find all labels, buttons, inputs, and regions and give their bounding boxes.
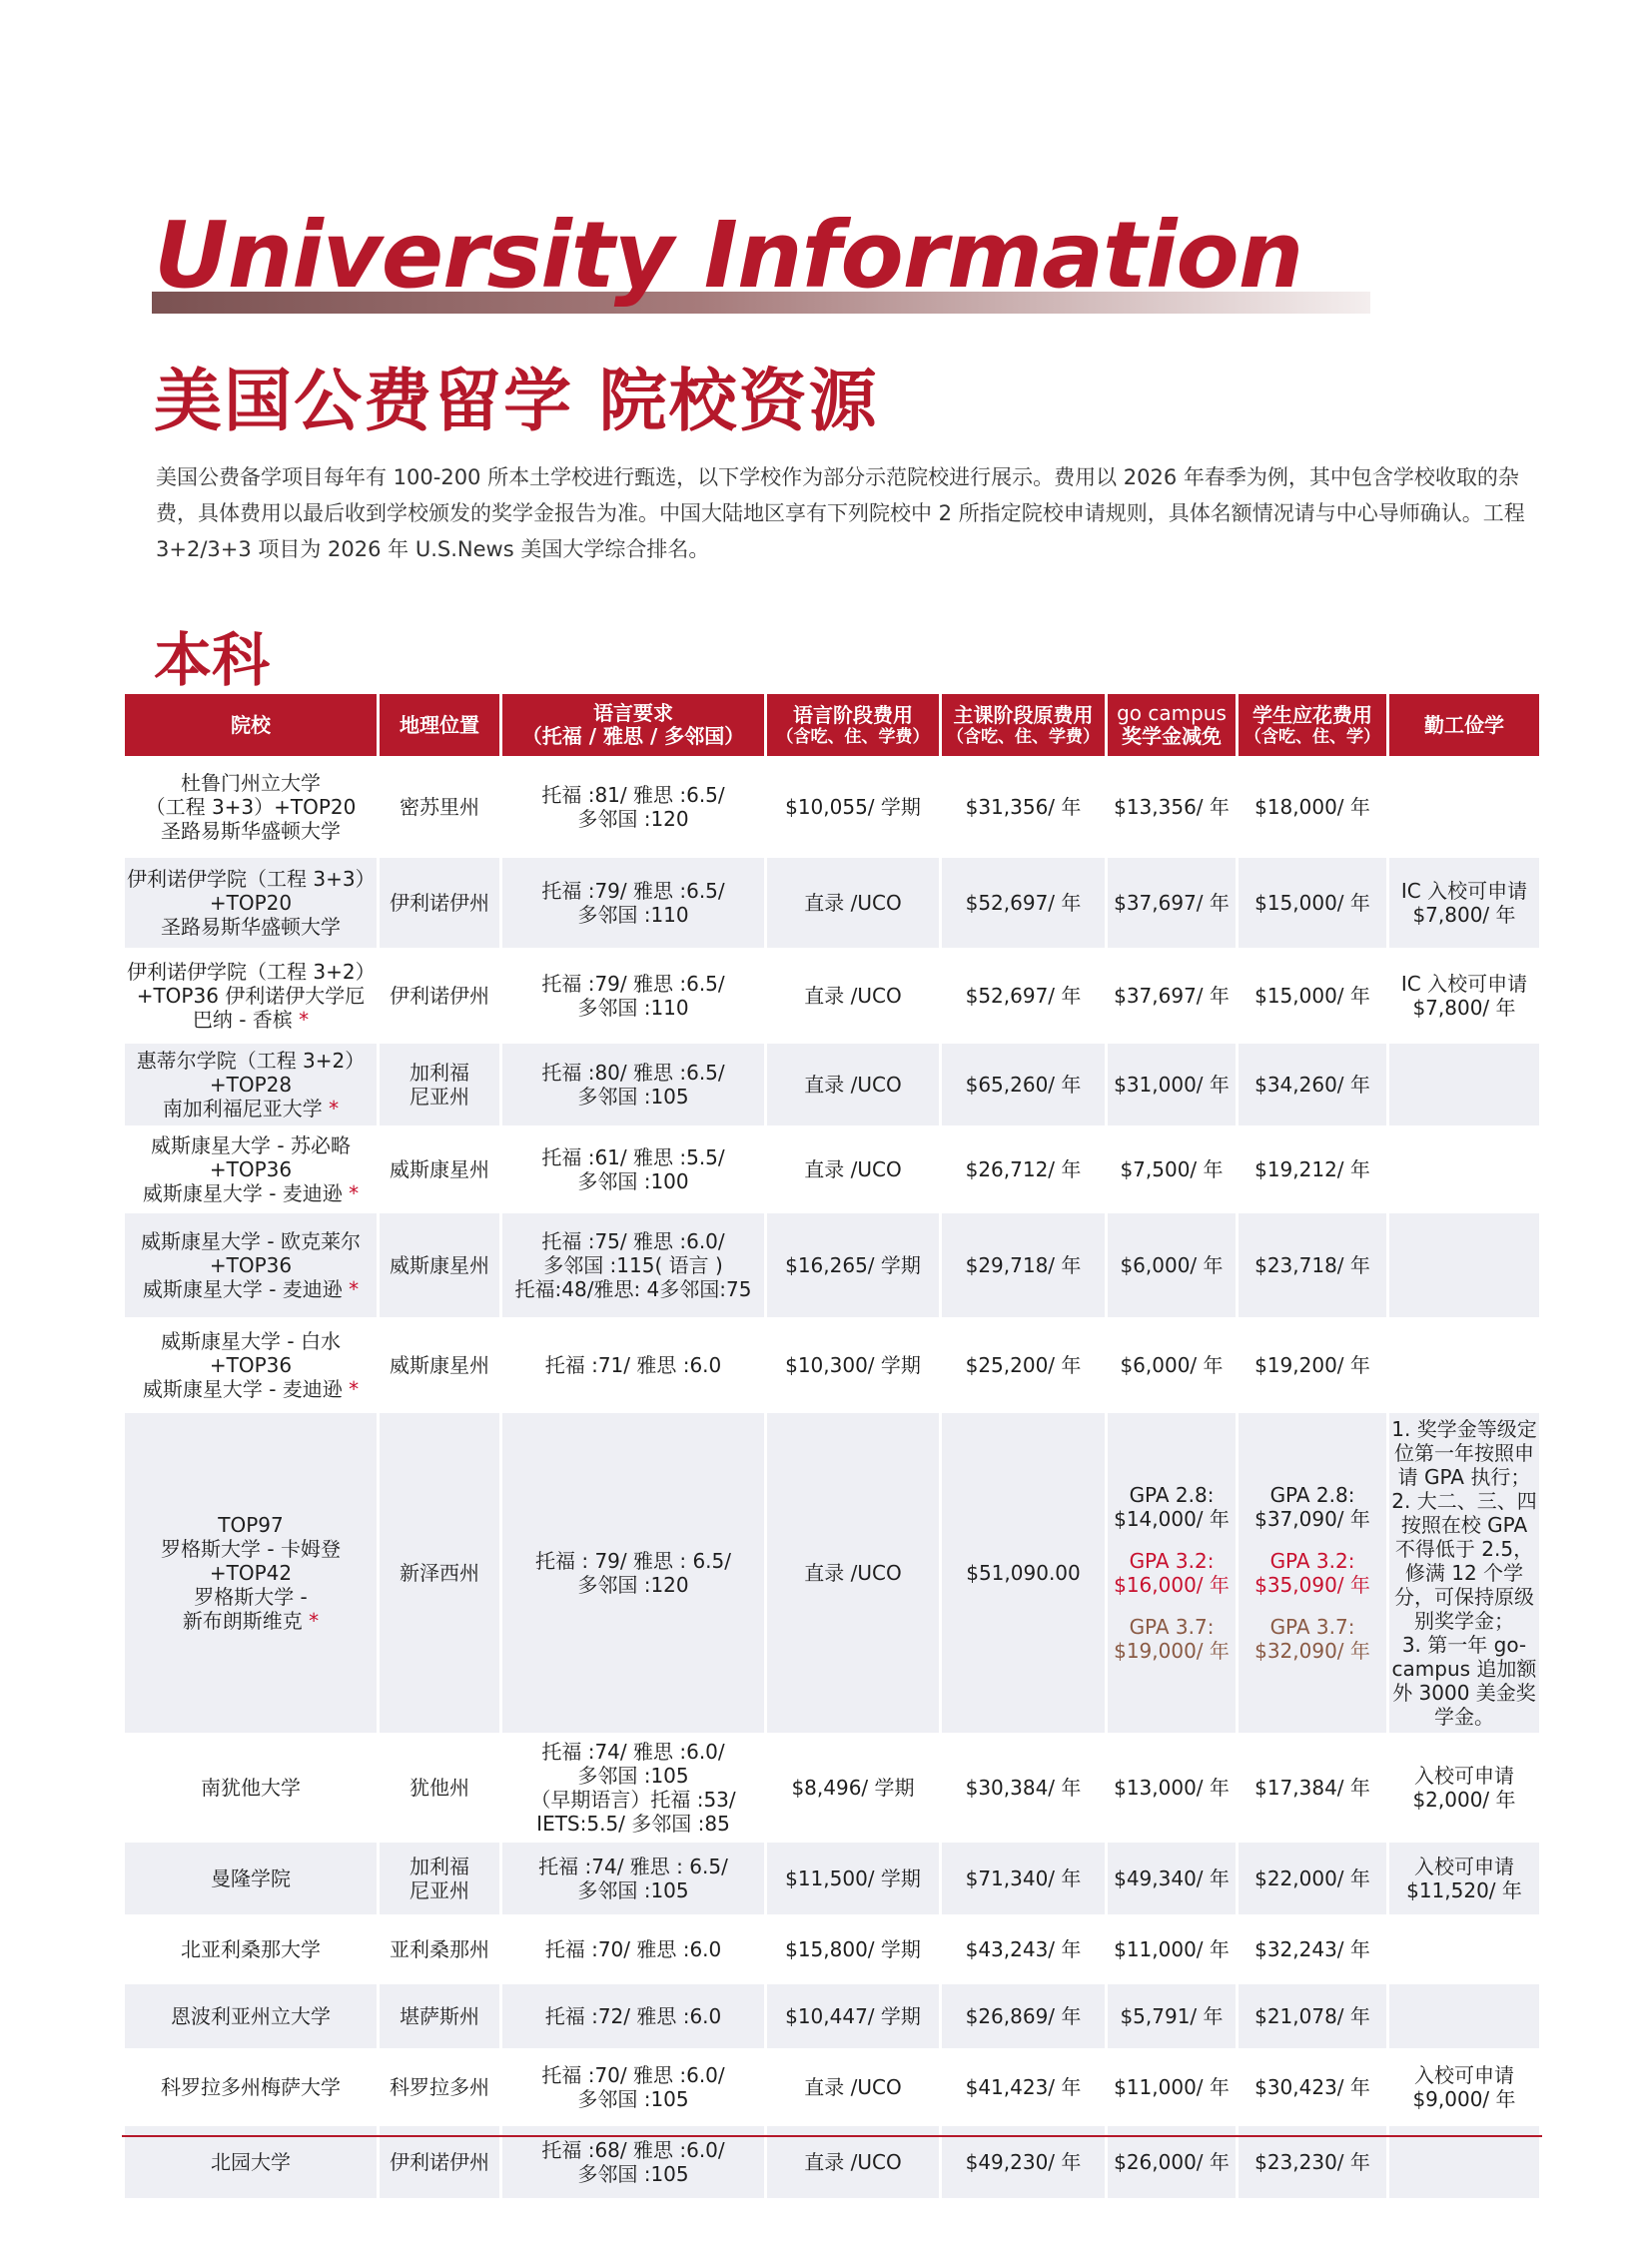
- cell-language-requirement: [502, 1320, 764, 1410]
- header-main-fee: 主课阶段原费用 （含吃、住、学费）: [942, 694, 1105, 756]
- school-name-line: 罗格斯大学 -: [194, 1585, 308, 1609]
- cell-location: [380, 1320, 499, 1410]
- cell-location: [380, 1128, 499, 1210]
- location-line: 伊利诺伊州: [390, 891, 489, 915]
- location-line: 犹他州: [410, 1776, 469, 1800]
- cell-main-fee: $31,356/ 年: [942, 759, 1105, 855]
- cell-language-fee: $10,055/ 学期: [767, 759, 939, 855]
- table-body: [125, 759, 1539, 2198]
- cell-scholarship: $31,000/ 年: [1108, 1044, 1236, 1125]
- cell-student-fee: $23,718/ 年: [1239, 1213, 1386, 1317]
- cell-work-study: [1389, 1320, 1539, 1410]
- cell-scholarship: $7,500/ 年: [1108, 1128, 1236, 1210]
- school-name-line: TOP97: [218, 1513, 284, 1537]
- cell-language-requirement: [502, 1044, 764, 1125]
- cell-language-fee: 直录 /UCO: [767, 1413, 939, 1733]
- cell-work-study: [1389, 1736, 1539, 1840]
- title-en: [152, 202, 1370, 324]
- cell-student-fee: $23,230/ 年: [1239, 2126, 1386, 2198]
- cell-student-fee: $17,384/ 年: [1239, 1736, 1386, 1840]
- school-name-line: 罗格斯大学 - 卡姆登: [161, 1537, 341, 1561]
- school-name-line: +TOP36 伊利诺伊大学厄: [136, 984, 366, 1008]
- school-name-line: 惠蒂尔学院（工程 3+2）: [136, 1049, 366, 1073]
- cell-scholarship: $26,000/ 年: [1108, 2126, 1236, 2198]
- location-line: 堪萨斯州: [400, 2004, 479, 2028]
- table-row: [125, 1044, 1539, 1125]
- cell-student-fee: $30,423/ 年: [1239, 2051, 1386, 2123]
- location-line: 尼亚州: [410, 1085, 469, 1109]
- gpa-value: $37,090/ 年: [1254, 1507, 1370, 1531]
- cell-school: [125, 1320, 377, 1410]
- cell-work-study: [1389, 858, 1539, 948]
- cell-scholarship: $6,000/ 年: [1108, 1320, 1236, 1410]
- gpa-value: $14,000/ 年: [1114, 1507, 1230, 1531]
- cell-scholarship: $37,697/ 年: [1108, 951, 1236, 1041]
- cell-scholarship: $6,000/ 年: [1108, 1213, 1236, 1317]
- cell-school: [125, 1128, 377, 1210]
- gpa-label: GPA 2.8:: [1129, 1483, 1215, 1507]
- location-line: 威斯康星州: [390, 1157, 489, 1181]
- cell-location: [380, 1044, 499, 1125]
- cell-language-fee: 直录 /UCO: [767, 951, 939, 1041]
- cell-student-fee: $21,078/ 年: [1239, 1984, 1386, 2048]
- work-study-line: 入校可申请: [1414, 2063, 1514, 2087]
- cell-student-fee: $19,200/ 年: [1239, 1320, 1386, 1410]
- cell-main-fee: $43,243/ 年: [942, 1917, 1105, 1981]
- gpa-label: GPA 3.2:: [1129, 1549, 1215, 1573]
- cell-language-requirement: [502, 1413, 764, 1733]
- cell-school: [125, 2051, 377, 2123]
- cell-main-fee: $26,869/ 年: [942, 1984, 1105, 2048]
- cell-work-study: [1389, 1413, 1539, 1733]
- school-name-line: 威斯康星大学 - 苏必略: [151, 1133, 351, 1157]
- title-en-text: University Information: [154, 202, 1303, 309]
- location-line: 新泽西州: [400, 1561, 479, 1585]
- gpa-value: $19,000/ 年: [1114, 1639, 1230, 1663]
- gpa-value: $16,000/ 年: [1114, 1573, 1230, 1597]
- cell-student-fee: $15,000/ 年: [1239, 858, 1386, 948]
- cell-scholarship: $11,000/ 年: [1108, 1917, 1236, 1981]
- cell-work-study: [1389, 1984, 1539, 2048]
- school-name-line: +TOP28: [209, 1073, 293, 1097]
- location-line: 加利福: [410, 1061, 469, 1085]
- cell-location: [380, 1984, 499, 2048]
- cell-language-requirement: [502, 1984, 764, 2048]
- cell-school: [125, 759, 377, 855]
- cell-language-fee: $11,500/ 学期: [767, 1843, 939, 1914]
- header-language-fee: 语言阶段费用 （含吃、住、学费）: [767, 694, 939, 756]
- work-study-note: 2. 大二、三、四按照在校 GPA 不得低于 2.5，修满 12 个学分，可保持原级别奖学金；: [1391, 1489, 1537, 1633]
- school-name-line: +TOP36: [209, 1253, 293, 1277]
- school-name-line: 伊利诺伊学院（工程 3+2）: [127, 960, 376, 984]
- language-requirement-line: 多邻国 :110: [577, 903, 689, 927]
- school-name-line: 威斯康星大学 - 麦迪逊 *: [142, 1181, 360, 1205]
- school-name-line: 北亚利桑那大学: [181, 1937, 321, 1961]
- work-study-note: 3. 第一年 go-campus 追加额外 3000 美金奖学金。: [1391, 1633, 1537, 1729]
- language-requirement-line: 多邻国 :105: [577, 2087, 689, 2111]
- cell-main-fee: $29,718/ 年: [942, 1213, 1105, 1317]
- cell-language-requirement: [502, 1736, 764, 1840]
- cell-main-fee: $41,423/ 年: [942, 2051, 1105, 2123]
- language-requirement-line: 托福 :80/ 雅思 :6.5/: [541, 1061, 725, 1085]
- cell-student-fee: $34,260/ 年: [1239, 1044, 1386, 1125]
- gpa-label: GPA 3.2:: [1269, 1549, 1355, 1573]
- gpa-label: GPA 3.7:: [1129, 1615, 1215, 1639]
- cell-school: [125, 1213, 377, 1317]
- cell-work-study: [1389, 951, 1539, 1041]
- language-requirement-line: 多邻国 :115( 语言 ): [543, 1253, 723, 1277]
- location-line: 科罗拉多州: [390, 2075, 489, 2099]
- school-name-line: 杜鲁门州立大学: [181, 771, 321, 795]
- cell-location: [380, 858, 499, 948]
- location-line: 威斯康星州: [390, 1253, 489, 1277]
- cell-school: [125, 1413, 377, 1733]
- language-requirement-line: 多邻国 :120: [577, 1573, 689, 1597]
- cell-main-fee: $26,712/ 年: [942, 1128, 1105, 1210]
- section-heading-undergraduate: 本科: [154, 626, 271, 694]
- language-requirement-line: 托福 :68/ 雅思 :6.0/: [541, 2138, 725, 2162]
- cell-language-requirement: [502, 1843, 764, 1914]
- location-line: 伊利诺伊州: [390, 984, 489, 1008]
- location-line: 亚利桑那州: [390, 1937, 489, 1961]
- cell-school: [125, 951, 377, 1041]
- cell-work-study: [1389, 1044, 1539, 1125]
- gpa-tier: [1110, 1615, 1234, 1663]
- cell-language-fee: 直录 /UCO: [767, 1044, 939, 1125]
- cell-scholarship: $13,356/ 年: [1108, 759, 1236, 855]
- header-work-study: 勤工俭学: [1389, 694, 1539, 756]
- table-row: [125, 1917, 1539, 1981]
- school-name-line: +TOP36: [209, 1353, 293, 1377]
- cell-school: [125, 858, 377, 948]
- school-name-line: 威斯康星大学 - 欧克莱尔: [141, 1229, 361, 1253]
- school-name-line: 曼隆学院: [211, 1867, 291, 1890]
- cell-location: [380, 951, 499, 1041]
- required-star: *: [329, 1097, 340, 1121]
- table-row: [125, 1128, 1539, 1210]
- language-requirement-line: 托福 :79/ 雅思 :6.5/: [541, 879, 725, 903]
- required-star: *: [299, 1008, 310, 1032]
- header-location: 地理位置: [380, 694, 499, 756]
- school-name-line: 南加利福尼亚大学 *: [162, 1097, 340, 1121]
- cell-main-fee: $51,090.00: [942, 1413, 1105, 1733]
- cell-language-fee: 直录 /UCO: [767, 858, 939, 948]
- cell-scholarship: $49,340/ 年: [1108, 1843, 1236, 1914]
- cell-language-fee: $10,300/ 学期: [767, 1320, 939, 1410]
- work-study-line: 入校可申请: [1414, 1764, 1514, 1788]
- cell-work-study: [1389, 1917, 1539, 1981]
- language-requirement-line: 托福:48/雅思: 4多邻国:75: [514, 1277, 752, 1301]
- cell-language-requirement: [502, 1917, 764, 1981]
- cell-student-fee: $22,000/ 年: [1239, 1843, 1386, 1914]
- gpa-tier: [1240, 1549, 1384, 1597]
- cell-main-fee: $25,200/ 年: [942, 1320, 1105, 1410]
- cell-language-requirement: [502, 1213, 764, 1317]
- language-requirement-line: 托福 :79/ 雅思 :6.5/: [541, 972, 725, 996]
- cell-main-fee: $30,384/ 年: [942, 1736, 1105, 1840]
- cell-work-study: [1389, 1213, 1539, 1317]
- header-school: 院校: [125, 694, 377, 756]
- cell-location: [380, 2051, 499, 2123]
- cell-language-fee: 直录 /UCO: [767, 2126, 939, 2198]
- table-row: [125, 1213, 1539, 1317]
- gpa-tier: [1110, 1483, 1234, 1531]
- required-star: *: [349, 1181, 360, 1205]
- required-star: *: [349, 1377, 360, 1401]
- language-requirement-line: 多邻国 :120: [577, 807, 689, 831]
- cell-scholarship: $13,000/ 年: [1108, 1736, 1236, 1840]
- cell-student-fee: $32,243/ 年: [1239, 1917, 1386, 1981]
- cell-scholarship: $5,791/ 年: [1108, 1984, 1236, 2048]
- language-requirement-line: 托福 :74/ 雅思 :6.0/: [541, 1740, 725, 1764]
- language-requirement-line: 托福 : 79/ 雅思 : 6.5/: [535, 1549, 731, 1573]
- location-line: 尼亚州: [410, 1878, 469, 1902]
- intro-paragraph: 美国公费备学项目每年有 100-200 所本土学校进行甄选，以下学校作为部分示范院校进行展示。费用以 2026 年春季为例，其中包含学校收取的杂费，具体费用以最后收到学校颁发的奖学金报告为准。中国大陆地区享有下列院校中 2 所指定院校申请规则，具体名额情况请与中心导师确认。工程 3+2/3+3 项目为 2026 年 U.S.News 美国大学综合排名。: [156, 465, 1525, 561]
- cell-scholarship: $37,697/ 年: [1108, 858, 1236, 948]
- cell-student-fee: $19,212/ 年: [1239, 1128, 1386, 1210]
- cell-language-requirement: [502, 858, 764, 948]
- gpa-tier: [1240, 1615, 1384, 1663]
- school-name-line: 圣路易斯华盛顿大学: [161, 819, 341, 843]
- work-study-line: $7,800/ 年: [1412, 903, 1516, 927]
- language-requirement-line: （早期语言）托福 :53/: [530, 1788, 736, 1812]
- language-requirement-line: 托福 :71/ 雅思 :6.0: [544, 1353, 722, 1377]
- language-requirement-line: 托福 :81/ 雅思 :6.5/: [541, 783, 725, 807]
- cell-location: [380, 759, 499, 855]
- cell-main-fee: $71,340/ 年: [942, 1843, 1105, 1914]
- school-name-line: 巴纳 - 香槟 *: [192, 1008, 310, 1032]
- cell-student-fee: $15,000/ 年: [1239, 951, 1386, 1041]
- header-language-requirement: 语言要求 （托福 / 雅思 / 多邻国）: [502, 694, 764, 756]
- gpa-tier: [1240, 1483, 1384, 1531]
- language-requirement-line: 多邻国 :105: [577, 1764, 689, 1788]
- cell-scholarship: $11,000/ 年: [1108, 2051, 1236, 2123]
- school-name-line: 威斯康星大学 - 白水: [161, 1329, 341, 1353]
- cell-language-fee: $15,800/ 学期: [767, 1917, 939, 1981]
- language-requirement-line: IETS:5.5/ 多邻国 :85: [536, 1812, 730, 1836]
- work-study-line: $11,520/ 年: [1406, 1878, 1522, 1902]
- work-study-line: $9,000/ 年: [1412, 2087, 1516, 2111]
- gpa-label: GPA 3.7:: [1269, 1615, 1355, 1639]
- cell-main-fee: $65,260/ 年: [942, 1044, 1105, 1125]
- cell-school: [125, 1044, 377, 1125]
- cell-work-study: [1389, 759, 1539, 855]
- cell-language-fee: $8,496/ 学期: [767, 1736, 939, 1840]
- work-study-note: 1. 奖学金等级定位第一年按照申请 GPA 执行；: [1391, 1417, 1537, 1489]
- table-header-row: [125, 694, 1539, 756]
- school-name-line: （工程 3+3）+TOP20: [145, 795, 357, 819]
- table-row: [125, 1320, 1539, 1410]
- school-name-line: 南犹他大学: [201, 1776, 301, 1800]
- language-requirement-line: 托福 :70/ 雅思 :6.0/: [541, 2063, 725, 2087]
- cell-language-fee: 直录 /UCO: [767, 1128, 939, 1210]
- language-requirement-line: 多邻国 :100: [577, 1169, 689, 1193]
- school-name-line: 威斯康星大学 - 麦迪逊 *: [142, 1377, 360, 1401]
- cell-student-fee: [1239, 1413, 1386, 1733]
- work-study-line: $7,800/ 年: [1412, 996, 1516, 1020]
- gpa-value: $35,090/ 年: [1254, 1573, 1370, 1597]
- school-name-line: +TOP20: [209, 891, 293, 915]
- location-line: 密苏里州: [400, 795, 479, 819]
- location-line: 威斯康星州: [390, 1353, 489, 1377]
- cell-work-study: [1389, 1843, 1539, 1914]
- table-row: [125, 1736, 1539, 1840]
- cell-student-fee: $18,000/ 年: [1239, 759, 1386, 855]
- table-row: [125, 951, 1539, 1041]
- school-name-line: 圣路易斯华盛顿大学: [161, 915, 341, 939]
- cell-location: [380, 1843, 499, 1914]
- cell-location: [380, 1413, 499, 1733]
- header-scholarship: go campus 奖学金减免: [1108, 694, 1236, 756]
- school-name-line: 新布朗斯维克 *: [182, 1609, 320, 1633]
- cell-scholarship: [1108, 1413, 1236, 1733]
- language-requirement-line: 多邻国 :105: [577, 1085, 689, 1109]
- cell-language-requirement: [502, 951, 764, 1041]
- cell-school: [125, 1984, 377, 2048]
- table-row: [125, 1413, 1539, 1733]
- language-requirement-line: 多邻国 :110: [577, 996, 689, 1020]
- school-name-line: 伊利诺伊学院（工程 3+3）: [127, 867, 376, 891]
- language-requirement-line: 托福 :72/ 雅思 :6.0: [544, 2004, 722, 2028]
- gpa-tier: [1110, 1549, 1234, 1597]
- gpa-label: GPA 2.8:: [1269, 1483, 1355, 1507]
- cell-language-requirement: [502, 1128, 764, 1210]
- cell-school: [125, 1843, 377, 1914]
- work-study-line: 入校可申请: [1414, 1855, 1514, 1878]
- cell-main-fee: $49,230/ 年: [942, 2126, 1105, 2198]
- table-row: [125, 1843, 1539, 1914]
- required-star: *: [349, 1277, 360, 1301]
- cell-language-fee: 直录 /UCO: [767, 2051, 939, 2123]
- cell-location: [380, 1917, 499, 1981]
- language-requirement-line: 托福 :75/ 雅思 :6.0/: [541, 1229, 725, 1253]
- table-row: [125, 858, 1539, 948]
- school-name-line: 北园大学: [211, 2150, 291, 2174]
- table-row: [125, 2051, 1539, 2123]
- school-name-line: +TOP42: [209, 1561, 293, 1585]
- school-name-line: 威斯康星大学 - 麦迪逊 *: [142, 1277, 360, 1301]
- cell-language-fee: $10,447/ 学期: [767, 1984, 939, 2048]
- cell-language-requirement: [502, 2051, 764, 2123]
- school-name-line: +TOP36: [209, 1157, 293, 1181]
- cell-work-study: [1389, 1128, 1539, 1210]
- title-cn: 美国公费留学 院校资源: [154, 362, 879, 441]
- language-requirement-line: 托福 :70/ 雅思 :6.0: [544, 1937, 722, 1961]
- gpa-value: $32,090/ 年: [1254, 1639, 1370, 1663]
- cell-school: [125, 1736, 377, 1840]
- language-requirement-line: 托福 :61/ 雅思 :5.5/: [541, 1145, 725, 1169]
- cell-main-fee: $52,697/ 年: [942, 951, 1105, 1041]
- header-student-fee: 学生应花费用 （含吃、住、学）: [1239, 694, 1386, 756]
- university-table: [122, 691, 1542, 2201]
- cell-language-fee: $16,265/ 学期: [767, 1213, 939, 1317]
- cell-language-requirement: [502, 759, 764, 855]
- location-line: 加利福: [410, 1855, 469, 1878]
- work-study-line: IC 入校可申请: [1400, 879, 1528, 903]
- table-row: [125, 1984, 1539, 2048]
- school-name-line: 恩波利亚州立大学: [171, 2004, 331, 2028]
- required-star: *: [309, 1609, 320, 1633]
- cell-main-fee: $52,697/ 年: [942, 858, 1105, 948]
- table-row: [125, 759, 1539, 855]
- work-study-line: $2,000/ 年: [1412, 1788, 1516, 1812]
- school-name-line: 科罗拉多州梅萨大学: [161, 2075, 341, 2099]
- work-study-line: IC 入校可申请: [1400, 972, 1528, 996]
- language-requirement-line: 多邻国 :105: [577, 2162, 689, 2186]
- location-line: 伊利诺伊州: [390, 2150, 489, 2174]
- cell-location: [380, 1736, 499, 1840]
- cell-school: [125, 1917, 377, 1981]
- cell-location: [380, 1213, 499, 1317]
- bottom-rule: [122, 2135, 1542, 2137]
- language-requirement-line: 多邻国 :105: [577, 1878, 689, 1902]
- language-requirement-line: 托福 :74/ 雅思 : 6.5/: [538, 1855, 728, 1878]
- cell-work-study: [1389, 2051, 1539, 2123]
